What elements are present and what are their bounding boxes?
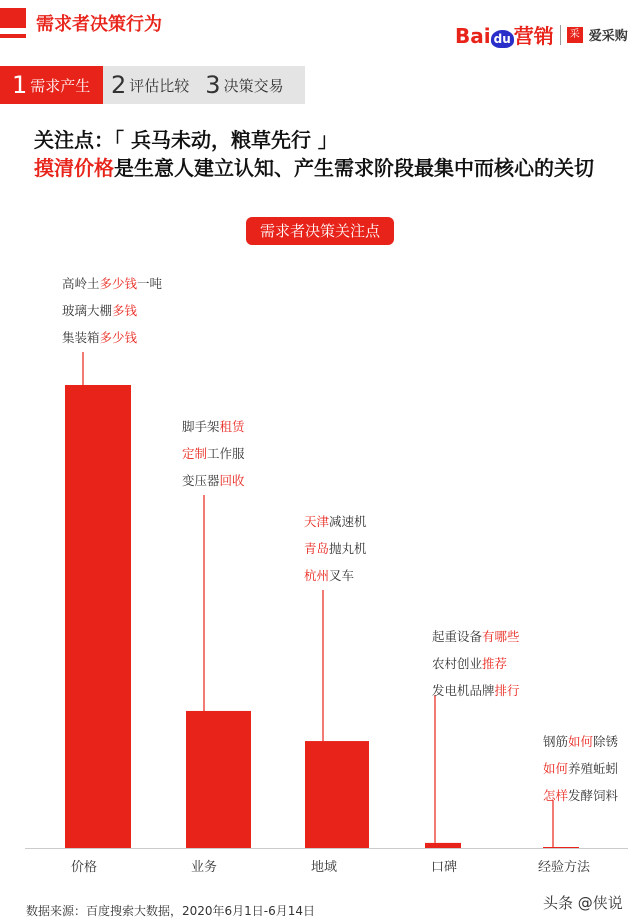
keyword-highlight: 怎样 — [543, 788, 569, 803]
query-annotation — [304, 508, 367, 589]
step-number: 3 — [205, 71, 221, 99]
keyword-text: 发电机品牌 — [432, 683, 495, 698]
query-annotation — [62, 270, 162, 351]
chart-title-pill: 需求者决策关注点 — [246, 217, 394, 245]
keyword-text: 减速机 — [329, 514, 367, 529]
keyword-highlight: 杭州 — [304, 568, 330, 583]
query-line — [182, 440, 245, 467]
aicaigou-icon: 采 — [567, 27, 583, 43]
keyword-highlight: 推荐 — [482, 656, 508, 671]
x-tick-label: 业务 — [190, 860, 217, 875]
bar-口碑 — [425, 843, 461, 848]
yingxiao-text: 营销 — [513, 24, 554, 48]
keyword-text: 除锈 — [593, 734, 619, 749]
data-source: 数据来源：百度搜索大数据，2020年6月1日-6月14日 — [26, 904, 316, 918]
query-line — [543, 755, 618, 782]
bar-业务 — [186, 711, 251, 848]
keyword-highlight: 有哪些 — [482, 629, 520, 644]
keyword-text: 农村创业 — [432, 656, 483, 671]
keyword-text: 养殖蚯蚓 — [568, 761, 619, 776]
keyword-text: 一吨 — [137, 276, 163, 291]
keyword-text: 脚手架 — [182, 419, 220, 434]
query-line — [62, 297, 162, 324]
keyword-highlight: 定制 — [182, 446, 208, 461]
query-line — [432, 677, 520, 704]
baidu-logo-text: Bai — [455, 24, 491, 48]
x-tick-label: 地域 — [310, 860, 337, 875]
keyword-text: 玻璃大棚 — [62, 303, 113, 318]
query-annotation — [432, 623, 520, 704]
step-number: 2 — [111, 71, 127, 99]
keyword-text: 叉车 — [329, 568, 355, 583]
keyword-highlight: 租赁 — [219, 419, 245, 434]
step-label: 决策交易 — [223, 76, 284, 95]
query-line — [304, 508, 367, 535]
x-tick-label: 口碑 — [430, 860, 457, 875]
watermark: 头条 @侠说 — [543, 894, 623, 912]
query-line — [182, 467, 245, 494]
keyword-text: 集装箱 — [62, 330, 100, 345]
x-tick-label: 经验方法 — [537, 860, 590, 875]
keyword-text: 高岭土 — [62, 276, 100, 291]
keyword-highlight: 多少钱 — [99, 276, 138, 291]
page-title: 需求者决策行为 — [36, 14, 162, 35]
keyword-text: 起重设备 — [432, 629, 483, 644]
query-line — [432, 623, 520, 650]
query-line — [62, 324, 162, 351]
x-tick-label: 价格 — [70, 860, 97, 875]
step-number: 1 — [12, 71, 28, 99]
query-line — [543, 728, 618, 755]
keyword-text: 变压器 — [182, 473, 220, 488]
keyword-highlight: 如何 — [543, 761, 569, 776]
query-line — [304, 535, 367, 562]
keyword-text: 工作服 — [207, 446, 245, 461]
query-line — [62, 270, 162, 297]
headline-highlight: 摸清价格 — [34, 156, 114, 180]
query-line — [182, 413, 245, 440]
aicaigou-text: 爱采购 — [588, 29, 628, 44]
step-label: 评估比较 — [129, 76, 190, 95]
query-annotation — [543, 728, 618, 809]
query-line — [432, 650, 520, 677]
headline-rest: 是生意人建立认知、产生需求阶段最集中而核心的关切 — [114, 156, 594, 180]
keyword-text: 钢筋 — [543, 734, 569, 749]
keyword-highlight: 青岛 — [304, 541, 330, 556]
keyword-highlight: 多钱 — [112, 303, 138, 318]
keyword-highlight: 回收 — [219, 473, 245, 488]
bar-地域 — [305, 741, 369, 848]
keyword-highlight: 排行 — [494, 683, 520, 698]
query-line — [304, 562, 367, 589]
keyword-highlight: 多少钱 — [99, 330, 138, 345]
bar-价格 — [65, 385, 131, 848]
keyword-text: 抛丸机 — [329, 541, 367, 556]
headline-line1: 关注点：「 兵马未动，粮草先行 」 — [34, 128, 338, 152]
query-line — [543, 782, 618, 809]
query-annotation — [182, 413, 245, 494]
keyword-highlight: 如何 — [568, 734, 594, 749]
bar-经验方法 — [543, 847, 579, 848]
step-label: 需求产生 — [30, 76, 91, 95]
keyword-highlight: 天津 — [304, 514, 330, 529]
baidu-paw-icon: du — [491, 30, 514, 48]
keyword-text: 发酵饲料 — [568, 788, 619, 803]
